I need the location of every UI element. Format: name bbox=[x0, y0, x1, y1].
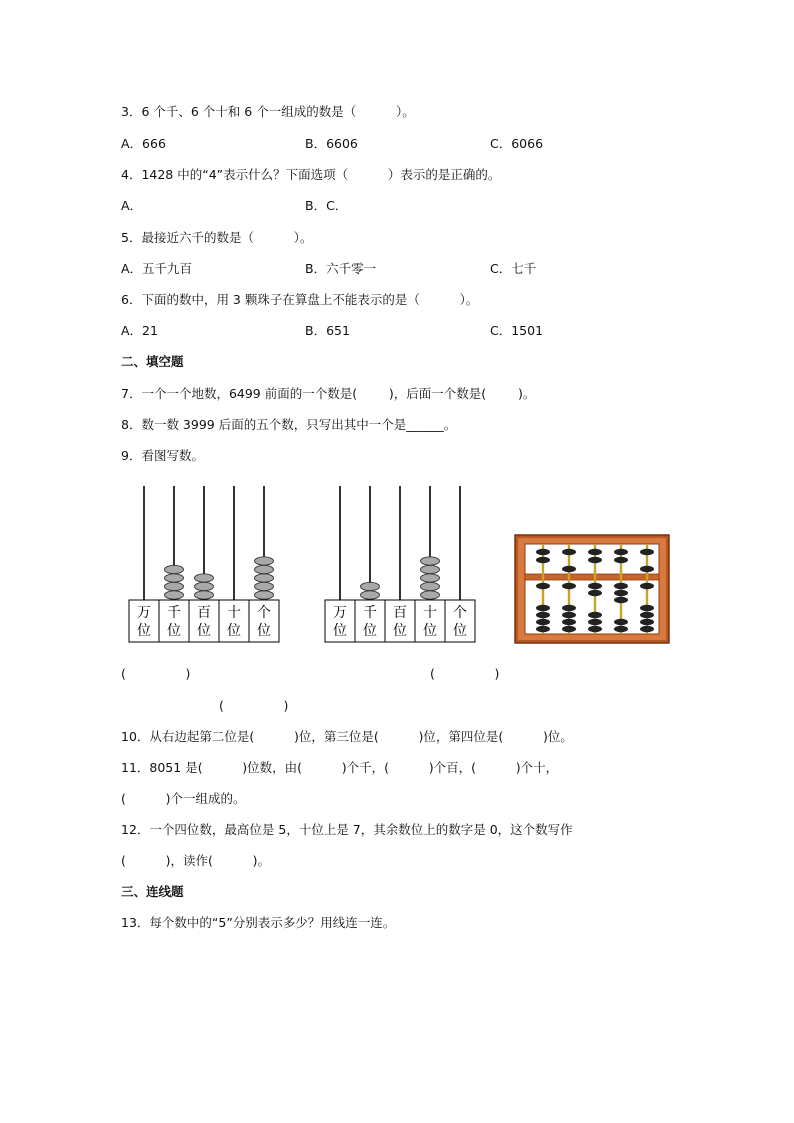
q4-option-bc[interactable]: B．C． bbox=[305, 198, 348, 213]
q6-stem: 6．下面的数中，用 3 颗珠子在算盘上不能表示的是（ ）。 bbox=[121, 292, 479, 307]
place-label-bottom: 位 bbox=[333, 623, 347, 639]
abacus-bead bbox=[361, 582, 380, 590]
q12-text-line2: ( )，读作( )。 bbox=[121, 853, 270, 868]
abacus-bead bbox=[421, 582, 440, 590]
place-label-bottom: 位 bbox=[137, 623, 151, 639]
abacus-bead bbox=[361, 591, 380, 599]
abacus-bead bbox=[255, 557, 274, 565]
q6-option-a[interactable]: A．21 bbox=[121, 323, 158, 338]
q4-option-a[interactable]: A． bbox=[121, 198, 143, 213]
q3-stem: 3．6 个千、6 个十和 6 个一组成的数是（ ）。 bbox=[121, 104, 415, 119]
wood-bead bbox=[588, 590, 602, 596]
abacus-bead bbox=[195, 591, 214, 599]
q9-answer-blank-3[interactable]: ( ) bbox=[219, 698, 289, 713]
wood-bead bbox=[588, 612, 602, 618]
wood-bead bbox=[640, 566, 654, 572]
wood-bead bbox=[536, 612, 550, 618]
wood-bead bbox=[588, 626, 602, 632]
q3-option-a[interactable]: A．666 bbox=[121, 136, 166, 151]
wood-bead bbox=[640, 619, 654, 625]
q5-option-b[interactable]: B．六千零一 bbox=[305, 261, 377, 276]
q4-stem: 4．1428 中的“4”表示什么？下面选项（ ）表示的是正确的。 bbox=[121, 167, 501, 182]
place-label-bottom: 位 bbox=[197, 623, 211, 639]
place-label-bottom: 位 bbox=[363, 623, 377, 639]
abacus-bead bbox=[255, 582, 274, 590]
place-label-top: 个 bbox=[257, 605, 271, 621]
wood-bead bbox=[614, 549, 628, 555]
abacus-bead bbox=[195, 574, 214, 582]
wood-bead bbox=[614, 597, 628, 603]
wood-bead bbox=[562, 626, 576, 632]
place-label-top: 百 bbox=[197, 605, 211, 621]
wood-bead bbox=[640, 626, 654, 632]
q9-text: 9．看图写数。 bbox=[121, 448, 204, 463]
place-value-abacus-1 bbox=[128, 482, 284, 644]
wood-bead bbox=[588, 549, 602, 555]
place-label-top: 百 bbox=[393, 605, 407, 621]
abacus-bead bbox=[165, 591, 184, 599]
abacus-bead bbox=[421, 574, 440, 582]
place-label-top: 千 bbox=[167, 605, 181, 621]
place-label-bottom: 位 bbox=[393, 623, 407, 639]
wooden-abacus bbox=[514, 534, 670, 644]
place-label-top: 千 bbox=[363, 605, 377, 621]
abacus-bead bbox=[255, 574, 274, 582]
place-label-top: 万 bbox=[137, 605, 151, 621]
wood-bead bbox=[536, 605, 550, 611]
q11-text-line1: 11．8051 是( )位数，由( )个千，( )个百，( )个十， bbox=[121, 760, 559, 775]
wood-bead bbox=[536, 557, 550, 563]
place-label-bottom: 位 bbox=[257, 623, 271, 639]
place-value-abacus-2 bbox=[324, 482, 480, 644]
wood-bead bbox=[562, 566, 576, 572]
wood-bead bbox=[640, 549, 654, 555]
wood-bead bbox=[588, 557, 602, 563]
wood-bead bbox=[562, 583, 576, 589]
abacus-bead bbox=[165, 565, 184, 573]
wood-bead bbox=[640, 605, 654, 611]
q5-stem: 5．最接近六千的数是（ ）。 bbox=[121, 230, 313, 245]
abacus-bead bbox=[255, 565, 274, 573]
q6-option-b[interactable]: B．651 bbox=[305, 323, 350, 338]
q3-option-c[interactable]: C．6066 bbox=[490, 136, 544, 151]
wood-bead bbox=[588, 583, 602, 589]
place-label-bottom: 位 bbox=[453, 623, 467, 639]
place-label-top: 十 bbox=[227, 605, 241, 621]
section-fill-heading: 二、填空题 bbox=[121, 354, 184, 369]
q13-text: 13．每个数中的“5”分别表示多少？用线连一连。 bbox=[121, 915, 396, 930]
q12-text-line1: 12．一个四位数，最高位是 5，十位上是 7，其余数位上的数字是 0，这个数写作 bbox=[121, 822, 573, 837]
abacus-bead bbox=[165, 582, 184, 590]
abacus-bead bbox=[255, 591, 274, 599]
abacus-bead bbox=[421, 565, 440, 573]
q7-text: 7．一个一个地数，6499 前面的一个数是( )，后面一个数是( )。 bbox=[121, 386, 536, 401]
wood-bead bbox=[536, 626, 550, 632]
wood-bead bbox=[562, 612, 576, 618]
wood-bead bbox=[614, 619, 628, 625]
q8-text: 8．数一数 3999 后面的五个数，只写出其中一个是______。 bbox=[121, 417, 457, 432]
wood-bead bbox=[562, 549, 576, 555]
wood-bead bbox=[640, 583, 654, 589]
wood-bead bbox=[562, 605, 576, 611]
q9-answer-blank-1[interactable]: ( ) bbox=[121, 666, 191, 681]
abacus-bead bbox=[165, 574, 184, 582]
q6-option-c[interactable]: C．1501 bbox=[490, 323, 544, 338]
section-match-heading: 三、连线题 bbox=[121, 884, 184, 899]
q5-option-c[interactable]: C．七千 bbox=[490, 261, 537, 276]
wood-bead bbox=[614, 557, 628, 563]
place-label-bottom: 位 bbox=[227, 623, 241, 639]
wood-bead bbox=[536, 549, 550, 555]
wood-bead bbox=[640, 612, 654, 618]
wood-bead bbox=[588, 619, 602, 625]
place-label-top: 个 bbox=[453, 605, 467, 621]
wood-bead bbox=[536, 619, 550, 625]
wood-bead bbox=[614, 626, 628, 632]
q3-option-b[interactable]: B．6606 bbox=[305, 136, 358, 151]
place-label-top: 十 bbox=[423, 605, 437, 621]
abacus-bead bbox=[421, 557, 440, 565]
wood-bead bbox=[614, 590, 628, 596]
q10-text: 10．从右边起第二位是( )位，第三位是( )位，第四位是( )位。 bbox=[121, 729, 573, 744]
q9-answer-blank-2[interactable]: ( ) bbox=[430, 666, 500, 681]
abacus-bead bbox=[421, 591, 440, 599]
wood-bead bbox=[562, 619, 576, 625]
place-label-top: 万 bbox=[333, 605, 347, 621]
wood-bead bbox=[614, 583, 628, 589]
place-label-bottom: 位 bbox=[423, 623, 437, 639]
place-label-bottom: 位 bbox=[167, 623, 181, 639]
q5-option-a[interactable]: A．五千九百 bbox=[121, 261, 193, 276]
wood-bead bbox=[536, 583, 550, 589]
abacus-bead bbox=[195, 582, 214, 590]
q11-text-line2: ( )个一组成的。 bbox=[121, 791, 246, 806]
